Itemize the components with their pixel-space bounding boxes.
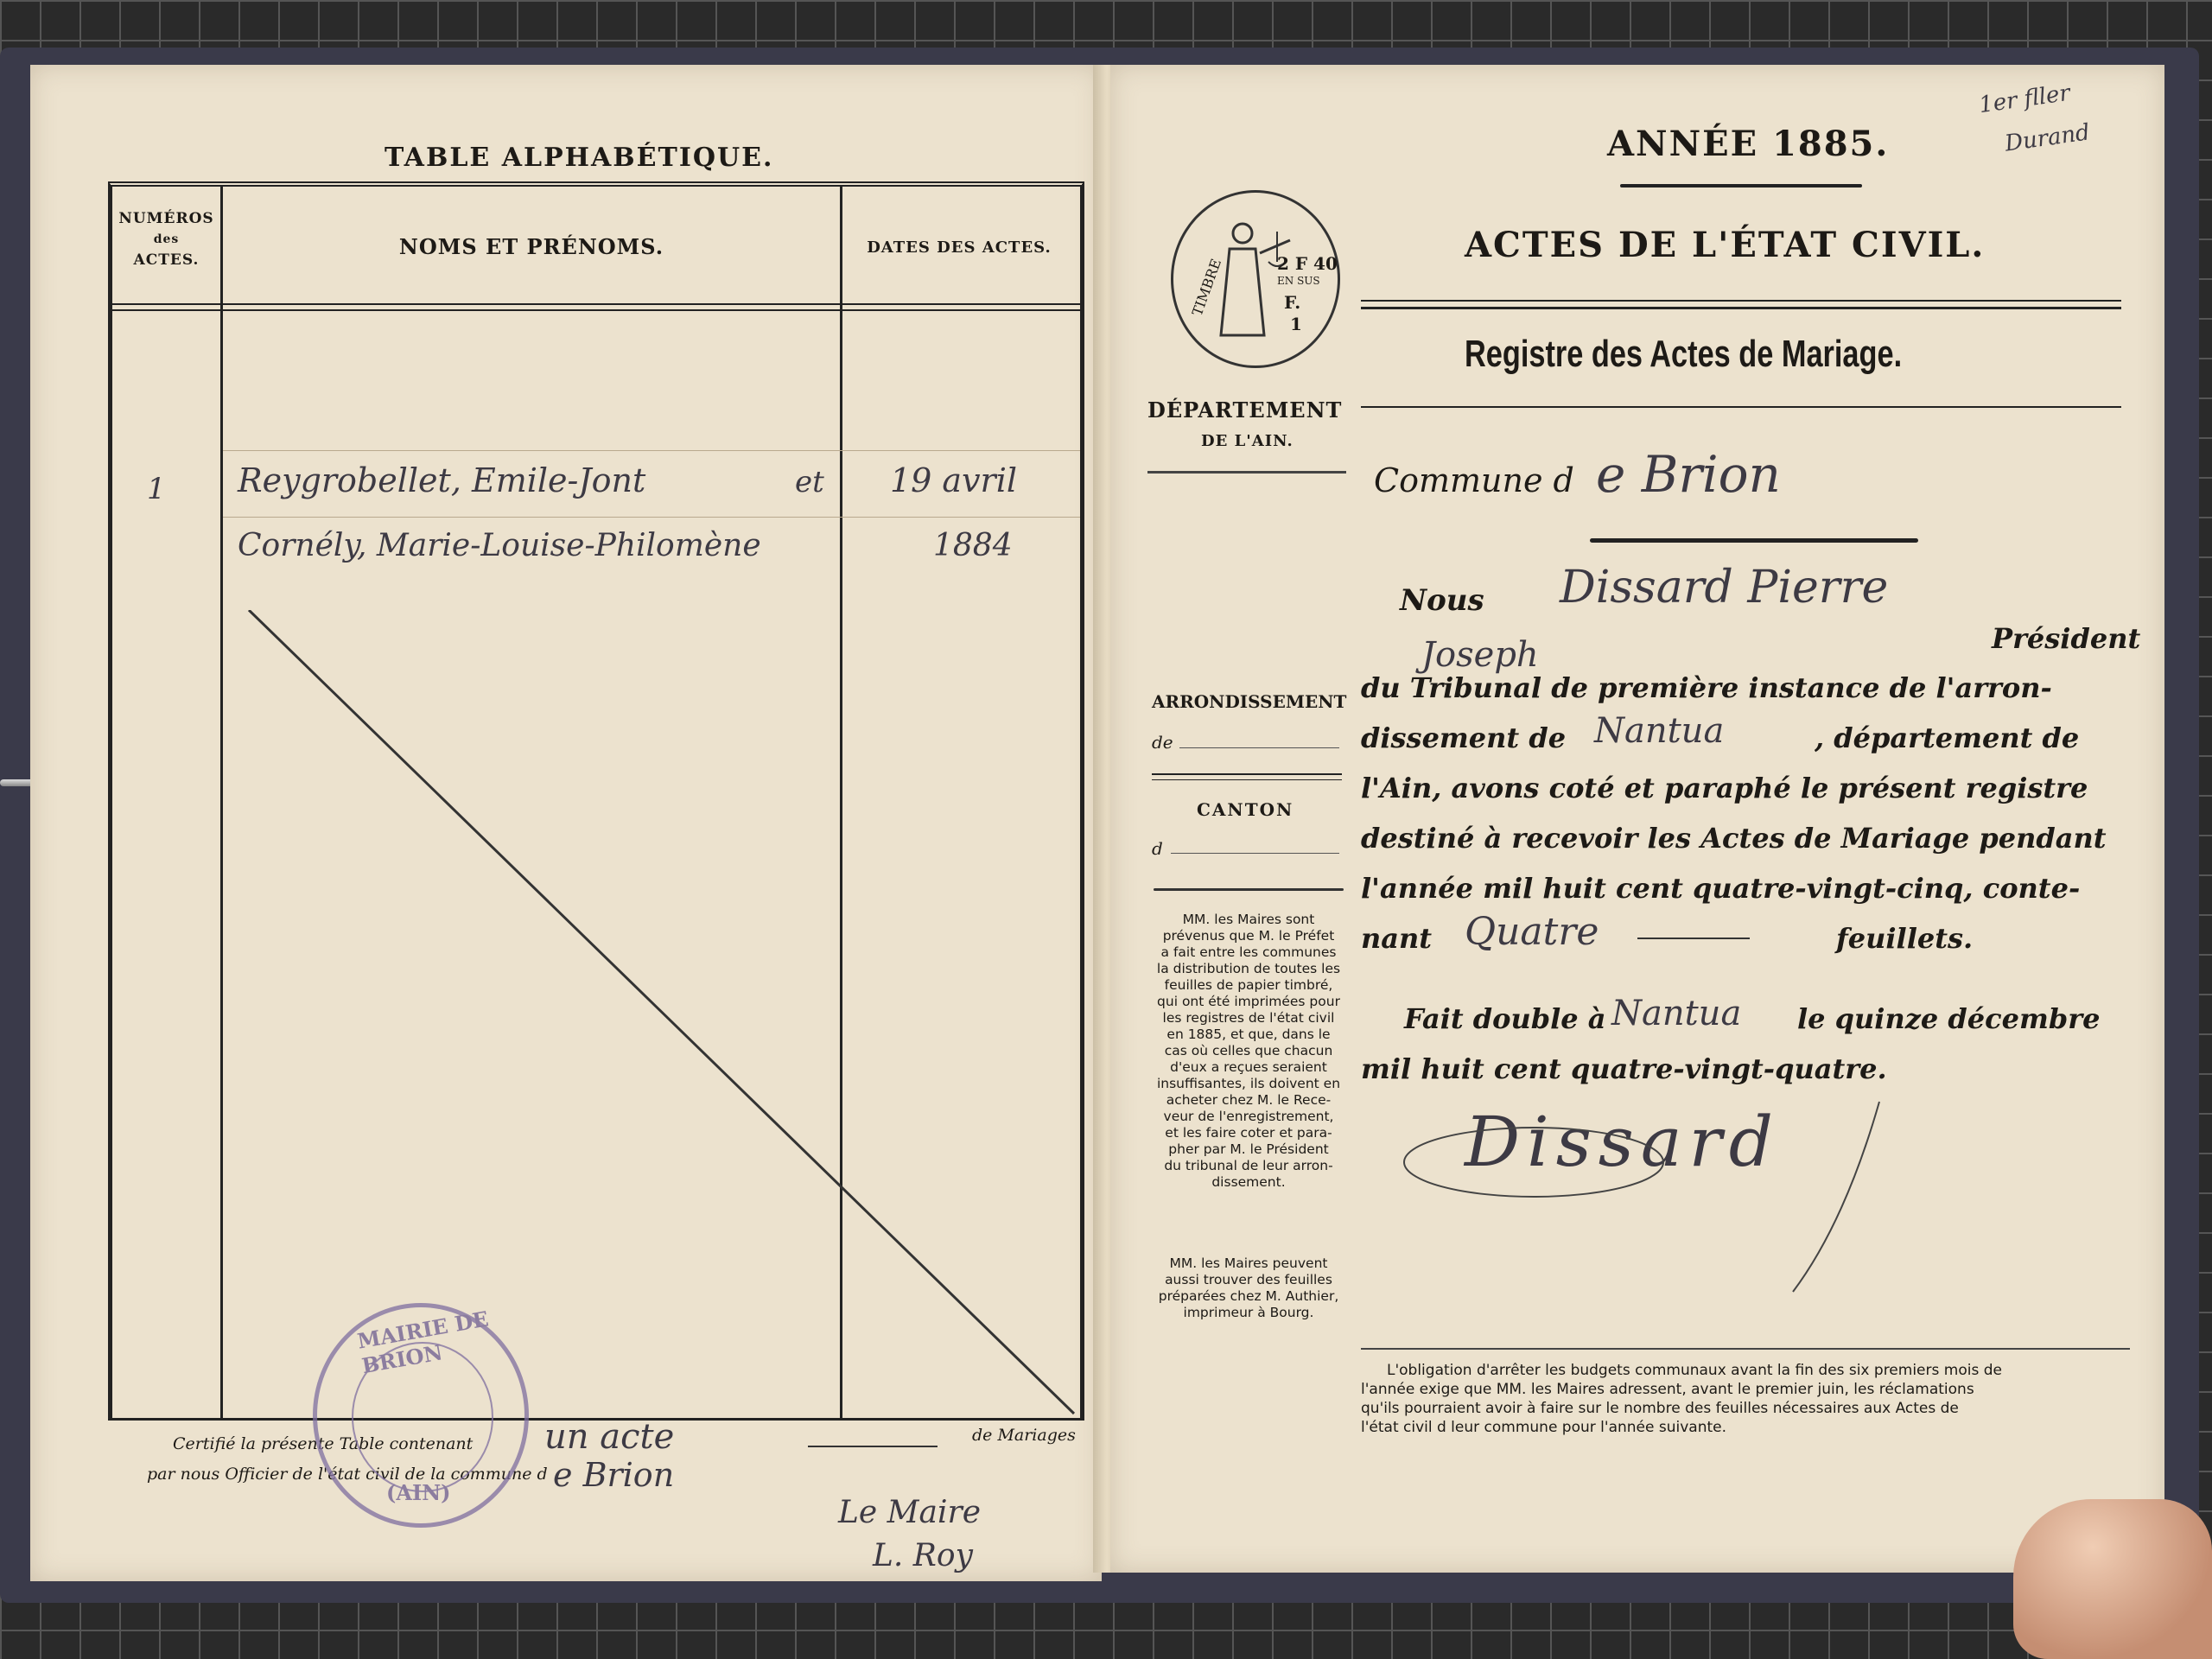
- register-subtitle: Registre des Actes de Mariage.: [1465, 333, 1903, 375]
- arrondissement-label: ARRONDISSEMENT: [1152, 691, 1347, 712]
- canton-label: CANTON: [1197, 799, 1294, 820]
- entry-number: 1: [147, 472, 166, 506]
- timbre-seal: TIMBRE 2 F 40 EN SUS F. 1: [1171, 190, 1340, 368]
- alphabetical-table: [108, 181, 1084, 1421]
- departement-label: DÉPARTEMENT: [1147, 397, 1343, 423]
- mantua-hand-2: Nantua: [1611, 994, 1742, 1033]
- commune-hand: e Brion: [1595, 445, 1781, 504]
- entry-date-1: 19 avril: [890, 461, 1018, 499]
- notice-authier: MM. les Maires peuvent aussi trouver des feuilles préparées chez M. Authier, imprimeur à Bourg.: [1158, 1255, 1339, 1320]
- corner-note-2: Durand: [2003, 119, 2092, 157]
- left-page: [30, 65, 1102, 1581]
- president-name-hand-2: Joseph: [1421, 635, 1539, 675]
- president-name-hand: Dissard Pierre: [1560, 562, 1889, 613]
- president-label: Président: [1992, 622, 2141, 655]
- nous-label: Nous: [1400, 583, 1484, 618]
- corner-note-1: 1er fller: [1977, 79, 2072, 119]
- mayor-signature-2: L. Roy: [873, 1538, 973, 1573]
- right-page: 1er fller Durand ANNÉE 1885. ACTES DE L'ÉTAT CIVIL. Registre des Actes de Mariage. TIMBRE 2 F 40 EN SUS F. 1 DÉPARTEMENT DE L'AIN. ARRONDISSEMENT de CANTON d MM. les Maires sont prévenus que M. le Préfet a fait entre les communes la distribution de toutes les feuilles de papier timbré, qui ont été imprimées pour les registres de l'état civil en 1885, et que, dans le cas où celles que chacun d'eux a reçues seraient insuffisantes, ils doivent en acheter chez M. le Rece- veur de l'enregistrement, et les faire coter et para- pher par M. le Président du tribunal de leur arron- dissement. MM. les Maires peuvent aussi trouver des feuilles préparées chez M. Authier, imprimeur à Bourg. Commune d e Brion Nous Dissard Pierre Joseph Président du Tribunal de première instance de l'arron- dissement de Nantua , département de l'Ain, avons coté et paraphé le présent registre destiné à recevoir les Actes de Mariage pendant l'année mil huit cent quatre-vingt-cinq, conte- nant Quatre feuillets. Fait double à Nantua le quinze décembre mil huit cent quatre-vingt-quatre. Dissard L'obligation d'arrêter les budgets communaux avant la fin des six premiers mois de l'année exige que MM. les Maires adressent, avant le premier juin, les réclamations qu'ils pourraient avoir à faire sur le nombre des feuilles nécessaires aux Actes de l'état civil d leur commune pour l'année suivante.: [1110, 65, 2164, 1573]
- mayor-signature-1: Le Maire: [838, 1495, 982, 1530]
- holding-thumb: [2013, 1499, 2212, 1659]
- fait-label: Fait double à: [1404, 1002, 1606, 1035]
- table-title: TABLE ALPHABÉTIQUE.: [385, 143, 774, 173]
- mantua-hand-1: Nantua: [1594, 711, 1725, 751]
- year-heading: ANNÉE 1885.: [1607, 124, 1890, 164]
- president-signature: Dissard: [1465, 1102, 1780, 1182]
- footer-line2-label: par nous Officier de l'état civil de la commune d: [147, 1465, 548, 1484]
- footer-line1-suffix: de Mariages: [972, 1426, 1076, 1445]
- footer-commune-hand: e Brion: [553, 1456, 675, 1494]
- main-title: ACTES DE L'ÉTAT CIVIL.: [1465, 225, 1986, 265]
- quatre-hand: Quatre: [1465, 910, 1599, 954]
- header-noms: NOMS ET PRÉNOMS.: [398, 234, 664, 259]
- timbre-value: 2 F 40: [1277, 253, 1338, 274]
- notice-timbre: MM. les Maires sont prévenus que M. le Préfet a fait entre les communes la distribution de toutes les feuilles de papier timbré, qui ont été imprimées pour les registres de l'état civil en 1885, et que, dans le cas où celles que chacun d'eux a reçues seraient insuffisantes, ils doivent en acheter chez M. le Rece- veur de l'enregistrement, et les faire coter et para- pher par M. le Président du tribunal de leur arron- dissement.: [1156, 912, 1341, 1190]
- ornament-rule: [1620, 184, 1862, 188]
- entry-date-2: 1884: [933, 528, 1013, 563]
- departement-sub: DE L'AIN.: [1201, 432, 1294, 450]
- signature-flourish: [1395, 1093, 1931, 1309]
- header-numeros: NUMÉROS des ACTES.: [118, 210, 214, 269]
- entry-conjunction: et: [795, 465, 824, 499]
- entry-name-2: Cornély, Marie-Louise-Philomène: [238, 528, 761, 563]
- commune-line: Commune d e Brion: [1374, 445, 1781, 504]
- cancel-diagonal-line: [223, 610, 1083, 1418]
- budget-notice: L'obligation d'arrêter les budgets communaux avant la fin des six premiers mois de l'année exige que MM. les Maires adressent, avant le premier juin, les réclamations qu'ils pourraient avoir à faire sur le nombre des feuilles nécessaires aux Actes de l'état civil d leur commune pour l'année suivante.: [1361, 1362, 2002, 1436]
- footer-line1-label: Certifié la présente Table contenant: [173, 1434, 474, 1453]
- footer-count-hand: un acte: [544, 1417, 675, 1457]
- entry-name-1: Reygrobellet, Emile-Jont: [238, 461, 646, 499]
- mairie-stamp: MAIRIE DE BRION (AIN): [313, 1303, 529, 1528]
- header-dates: DATES DES ACTES.: [867, 238, 1052, 257]
